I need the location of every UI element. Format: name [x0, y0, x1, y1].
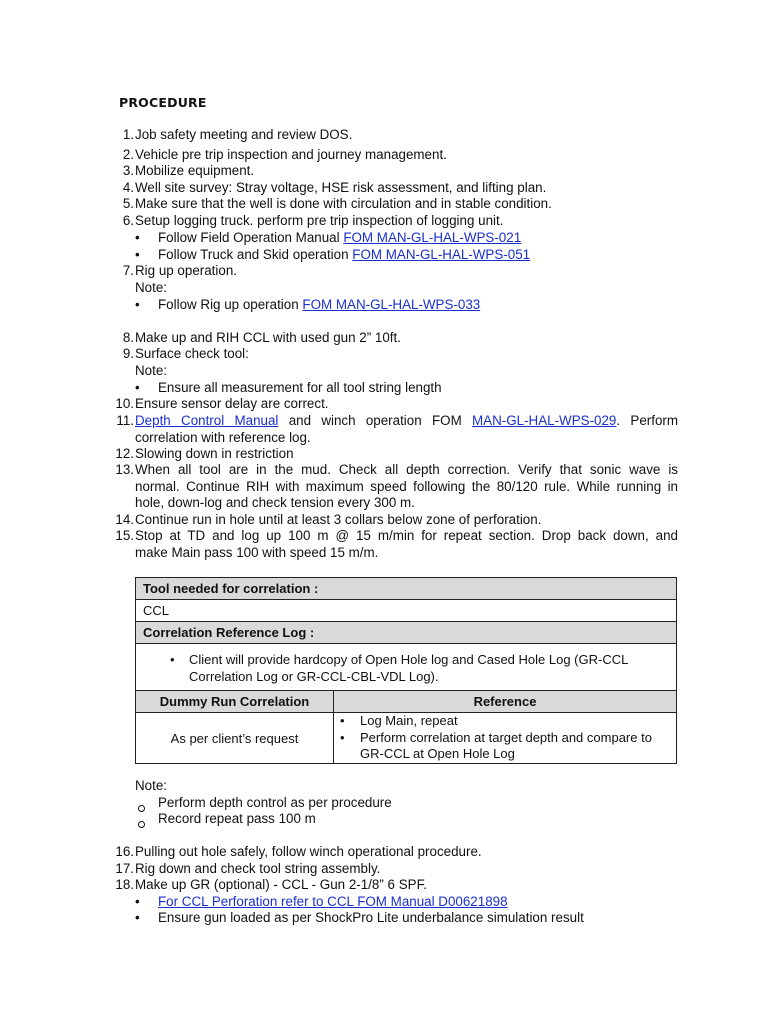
item-number: 3.	[122, 163, 134, 178]
ccl-fom-manual-link[interactable]: For CCL Perforation refer to CCL FOM Manual D00621898	[158, 894, 508, 909]
item-text: Stop at TD and log up 100 m @ 15 m/min for repeat section. Drop back down, and	[135, 528, 678, 543]
item-number: 11.	[116, 413, 134, 428]
reference-item	[338, 713, 672, 729]
circle-bullet-icon	[138, 816, 150, 833]
reference-item-text: Log Main, repeat	[360, 713, 458, 729]
item-text: Setup logging truck. perform pre trip inspection of logging unit.	[135, 213, 504, 228]
reference-col-header: Reference	[334, 691, 677, 713]
item-number: 13.	[115, 462, 134, 477]
note-label: Note:	[135, 363, 168, 378]
item-text: Continue run in hole until at least 3 collars below zone of perforation.	[135, 512, 542, 527]
page-title: PROCEDURE	[119, 95, 207, 110]
item-number: 9.	[122, 346, 134, 361]
item-text: Make sure that the well is done with circulation and in stable condition.	[135, 196, 552, 211]
bullet-icon: •	[135, 297, 140, 312]
bullet-text: Follow Rig up operation	[158, 297, 303, 312]
item-number: 18.	[115, 877, 134, 892]
item-number: 12.	[115, 446, 134, 461]
reference-header-cell: Correlation Reference Log :	[136, 622, 677, 644]
item-text: make Main pass 100 with speed 15 m/m.	[135, 545, 379, 560]
item-text: Slowing down in restriction	[135, 446, 294, 461]
item-text: Surface check tool:	[135, 346, 249, 361]
item-text: normal. Continue RIH with maximum speed following the 80/120 rule. While running in	[135, 479, 678, 494]
item-text: correlation with reference log.	[135, 430, 311, 445]
item-number: 4.	[122, 180, 134, 195]
bullet-text: Follow Truck and Skid operation	[158, 247, 353, 262]
item-number: 10.	[115, 396, 134, 411]
bullet-icon: •	[135, 894, 140, 909]
item-text: Make up and RIH CCL with used gun 2” 10ft.	[135, 330, 401, 345]
bullet-text: Ensure all measurement for all tool string length	[158, 380, 442, 395]
fom-051-link[interactable]: FOM MAN-GL-HAL-WPS-051	[352, 247, 531, 262]
correlation-table	[135, 577, 677, 764]
bullet-icon: •	[340, 713, 345, 729]
bullet-icon: •	[135, 910, 140, 925]
item-text: Well site survey: Stray voltage, HSE risk assessment, and lifting plan.	[135, 180, 547, 195]
note-item-text: Perform depth control as per procedure	[158, 795, 392, 810]
item-number: 5.	[122, 196, 134, 211]
item-number: 2.	[122, 147, 134, 162]
reference-text: Client will provide hardcopy of Open Hole log and Cased Hole Log (GR-CCL	[189, 652, 629, 668]
bullet-text: Follow Field Operation Manual	[158, 230, 344, 245]
item-text: Vehicle pre trip inspection and journey management.	[135, 147, 447, 162]
item-text: Rig down and check tool string assembly.	[135, 861, 381, 876]
reference-values	[334, 713, 677, 764]
item-number: 17.	[115, 861, 134, 876]
bullet-icon: •	[135, 230, 140, 245]
item-text: Pulling out hole safely, follow winch operational procedure.	[135, 844, 482, 859]
bullet-icon: •	[135, 380, 140, 395]
bullet-icon: •	[170, 652, 175, 668]
item-text	[135, 413, 678, 430]
item-text-mid: and winch operation FOM	[278, 413, 473, 428]
bullet-text: Ensure gun loaded as per ShockPro Lite underbalance simulation result	[158, 910, 584, 925]
dummy-run-value: As per client’s request	[136, 713, 334, 764]
item-text: Ensure sensor delay are correct.	[135, 396, 329, 411]
item-number: 6.	[122, 213, 134, 228]
tool-header-cell: Tool needed for correlation :	[136, 578, 677, 600]
bullet-icon: •	[340, 729, 345, 745]
wps-029-link[interactable]: MAN-GL-HAL-WPS-029	[472, 413, 617, 428]
fom-033-link[interactable]: FOM MAN-GL-HAL-WPS-033	[302, 297, 481, 312]
tool-value-cell: CCL	[136, 600, 677, 622]
item-text: hole, down-log and check tension every 300 m.	[135, 495, 415, 510]
fom-021-link[interactable]: FOM MAN-GL-HAL-WPS-021	[343, 230, 522, 245]
item-number: 14.	[115, 512, 134, 527]
item-number: 1.	[122, 127, 134, 142]
item-number: 8.	[122, 330, 134, 345]
depth-control-manual-link[interactable]: Depth Control Manual	[135, 413, 279, 428]
bullet-icon: •	[135, 247, 140, 262]
item-number: 16.	[115, 844, 134, 859]
item-text: When all tool are in the mud. Check all depth correction. Verify that sonic wave is	[135, 462, 678, 477]
item-text: Rig up operation.	[135, 263, 237, 278]
item-text-end: . Perform	[616, 413, 679, 428]
reference-log-cell	[136, 644, 677, 691]
item-number: 15.	[115, 528, 134, 543]
note-label: Note:	[135, 280, 168, 295]
reference-item	[338, 730, 672, 763]
dummy-run-header: Dummy Run Correlation	[136, 691, 334, 713]
item-text: Mobilize equipment.	[135, 163, 255, 178]
reference-text: Correlation Log or GR-CCL-CBL-VDL Log).	[189, 668, 439, 684]
note-label: Note:	[135, 778, 168, 793]
circle-bullet-icon	[138, 800, 150, 817]
item-text: Make up GR (optional) - CCL - Gun 2-1/8” 6 SPF.	[135, 877, 427, 892]
item-number: 7.	[122, 263, 134, 278]
reference-item-text: Perform correlation at target depth and compare to GR-CCL at Open Hole Log	[360, 729, 652, 762]
item-text: Job safety meeting and review DOS.	[135, 127, 353, 142]
note-item-text: Record repeat pass 100 m	[158, 811, 316, 826]
